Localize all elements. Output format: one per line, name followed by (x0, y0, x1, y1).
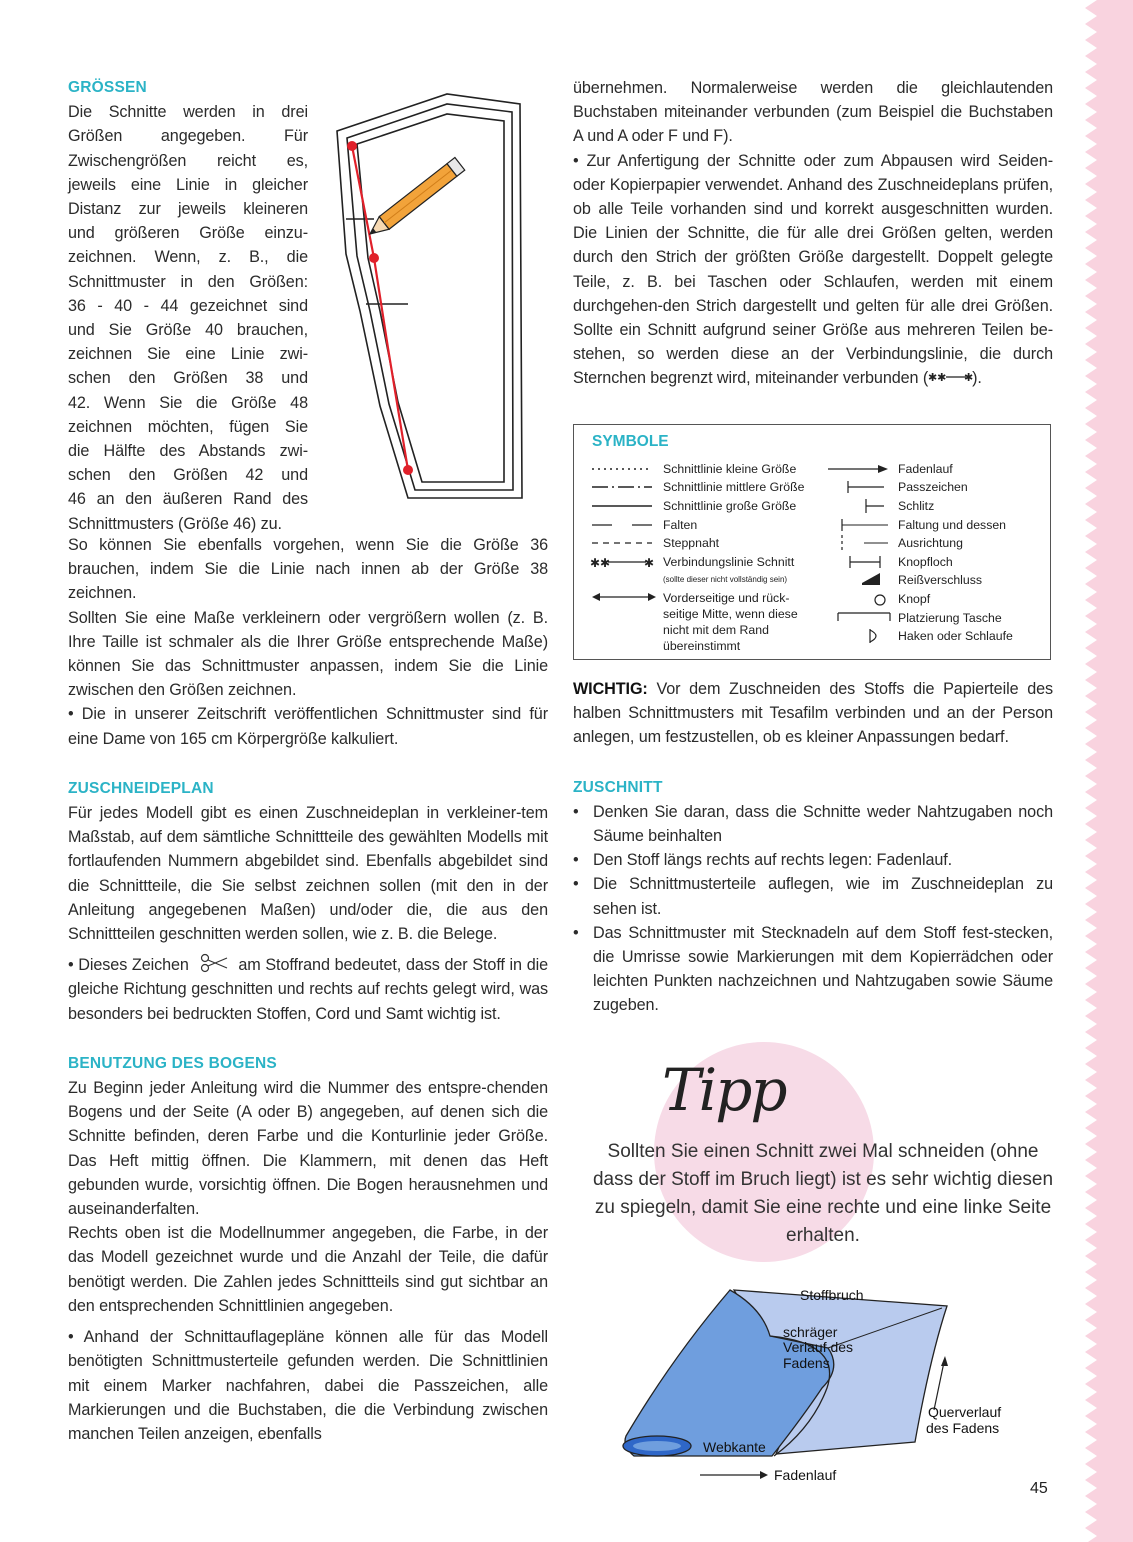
symbol-label: Verbindungslinie Schnitt (663, 555, 795, 569)
label-stoffbruch: Stoffbruch (800, 1287, 864, 1303)
groessen-paragraph-2: So können Sie ebenfalls vorgehen, wenn Sie die Größe 36 brauchen, indem Sie die Linie nach innen ab der Größe 38 zeichnen. (68, 536, 548, 603)
symbol-label: Knopfloch (898, 555, 953, 569)
tipp-title: Tipp (662, 1056, 786, 1124)
left-column (68, 533, 548, 1446)
symbol-label: Faltung und dessen (898, 518, 1007, 532)
symbol-label: Schnittlinie große Größe (663, 499, 797, 513)
groessen-line: 36 - 40 - 44 gezeichnet sind (68, 296, 308, 315)
pink-edge-decoration (1077, 0, 1133, 1542)
groessen-line: Distanz zur jeweils kleineren (68, 200, 308, 219)
list-item: • Die Schnittmusterteile auflegen, wie im Zuschneideplan zu sehen ist. (573, 875, 1053, 918)
pattern-illustration (322, 86, 540, 506)
svg-text:✱: ✱ (964, 371, 974, 385)
groessen-line: Schnittmuster in den Größen: (68, 272, 308, 291)
svg-text:✱: ✱ (644, 556, 655, 570)
symbol-label: seitige Mitte, wenn diese (663, 607, 798, 621)
symbol-label: Schnittlinie kleine Größe (663, 462, 797, 476)
groessen-text (68, 100, 308, 536)
wichtig-paragraph (573, 677, 1053, 750)
symbol-label: Falten (663, 518, 698, 532)
symbol-label: Knopf (898, 592, 931, 606)
groessen-line: zeichnen. Wenn, z. B., die (68, 248, 308, 267)
bogen-paragraph-1: Zu Beginn jeder Anleitung wird die Nummer des entspre-chenden Bogens und der Seite (A oder B) angegeben, auf denen sich die Schnitte befinden, deren Farbe und die Konturlinie jeder Größe. Das Heft mittig öffnen. Die Klammern, mit denen das Heft gebunden wurde, vorsichtig öffnen. Die Bogen herausnehmen und auseinanderfalten. (68, 1079, 548, 1219)
groessen-line: zeichnen möchten, fügen Sie (68, 417, 308, 436)
groessen-line: und Sie Größe 40 brauchen, (68, 321, 308, 340)
symbol-label: Platzierung Tasche (898, 611, 1002, 625)
groessen-line: jeweils eine Linie in gleicher (68, 175, 308, 194)
symbol-label: Fadenlauf (898, 462, 953, 476)
symbol-label: Schnittlinie mittlere Größe (663, 480, 805, 494)
groessen-paragraph-3: Sollten Sie eine Maße verkleinern oder vergrößern wollen (z. B. Ihre Taille ist schmaler als die Ihrer Größe entsprechende Maße) können Sie das Schnittmuster anpassen, indem Sie die Linie zwischen den Größen zeichnen. (68, 608, 548, 700)
groessen-line: schen den Größen 42 und (68, 466, 308, 485)
label-quer-2: des Fadens (926, 1420, 1000, 1436)
bogen-paragraph-2: Rechts oben ist die Modellnummer angegeben, die Farbe, in der das Modell gezeichnet wurde und die Anzahl der Teile, die dafür benötigt werden. Die Zahlen jedes Schnittteils sind gut sichtbar an den entsprechenden Schnittlinien angegeben. (68, 1224, 548, 1315)
wichtig-label: WICHTIG: (573, 680, 648, 698)
list-item: • Das Schnittmuster mit Stecknadeln auf dem Stoff fest-stecken, die Umrisse sowie Markierungen mit dem Kopierrädchen oder leichten Punkten nachzeichnen und Nahtzugaben sowie Säume zugeben. (573, 923, 1053, 1015)
label-quer-1: Querverlauf (928, 1404, 1002, 1420)
continuation-end: ). (972, 369, 982, 388)
symbol-label: Haken oder Schlaufe (898, 629, 1013, 643)
list-item: • Denken Sie daran, dass die Schnitte weder Nahtzugaben noch Säume beinhalten (573, 802, 1053, 846)
symbol-label: Passzeichen (898, 480, 968, 494)
groessen-line: und größeren Größe einzu- (68, 224, 308, 243)
groessen-line: zeichnen Sie eine Linie zwi- (68, 345, 308, 364)
continuation-paragraph-1: übernehmen. Normalerweise werden die gleichlautenden Buchstaben miteinander verbunden (zum Beispiel die Buchstaben A und A oder F und F). (573, 79, 1053, 146)
label-schraeg-1: schräger (783, 1324, 838, 1340)
label-webkante: Webkante (703, 1439, 766, 1455)
symbol-label: Steppnaht (663, 536, 720, 550)
groessen-line: die Hälfte des Abstands zwi- (68, 442, 308, 461)
pattern-point (369, 253, 379, 263)
groessen-line: 46 an den äußeren Rand des (68, 490, 308, 509)
zuschneideplan-paragraph: Für jedes Modell gibt es einen Zuschneideplan in verkleiner-tem Maßstab, auf dem sämtliche Schnittteile des gewählten Modells mit fortlaufenden Nummern abgebildet sind. Ebenfalls abgebildet sind die Schnittteile, die Sie selbst zeichnen sollen (mit den in der Anleitung angegebenen Maßen) und/oder die, die aus den Schnittteilen geschnitten werden sollen, wie z. B. die Belege. (68, 804, 548, 944)
zuschnitt-heading: ZUSCHNITT (573, 778, 663, 796)
groessen-line: Die Schnitte werden in drei (68, 103, 308, 122)
continuation-text: • Zur Anfertigung der Schnitte oder zum Abpausen wird Seiden- oder Kopierpapier verwendet. Anhand des Zuschneideplans prüfen, ob alle Teile vorhanden sind und korrekt ausgeschnitten wurden. Die Linien der Schnitte, die für alle drei Größen gelten, werden durch den Strich der größten Größe dargestellt. Doppelt gelegte Teile, z. B. bei Taschen oder Schlaufen, werden mit einem durchgehen-den Strich dargestellt und gelten für alle drei Größen. Sollte ein Schnitt aufgrund seiner Größe aus mehreren Teilen be-stehen, so werden diese an der Verbindungslinie, die durch Sternchen begrenzt wird, miteinander verbunden ( (573, 151, 1053, 388)
symbol-note: (sollte dieser nicht vollständig sein) (663, 575, 788, 584)
zuschneideplan-heading: ZUSCHNEIDEPLAN (68, 779, 214, 797)
groessen-line: schen den Größen 38 und (68, 369, 308, 388)
page-number: 45 (1030, 1480, 1048, 1497)
fabric-illustration (612, 1278, 1012, 1478)
symbol-label: Reißverschluss (898, 573, 983, 587)
right-column-top (573, 76, 1053, 391)
symbols-title: SYMBOLE (592, 433, 669, 450)
symbol-label: Ausrichtung (898, 536, 963, 550)
svg-text:✱✱: ✱✱ (590, 556, 611, 570)
continuation-paragraph-2 (573, 149, 1053, 391)
connection-line-icon (928, 371, 972, 383)
groessen-line: Zwischengrößen reicht es, (68, 151, 308, 170)
symbol-label: Schlitz (898, 499, 935, 513)
groessen-line: Größen angegeben. Für (68, 127, 308, 146)
zeichen-rest: am Stoffrand bedeutet, dass der Stoff in die gleiche Richtung geschnitten und rechts auf rechts gelegt wird, was besonders bei bedruckten Stoffen, Cord und Samt wichtig ist. (68, 956, 548, 1023)
wichtig-text: Vor dem Zuschneiden des Stoffs die Papierteile des halben Schnittmusters mit Tesafilm verbinden und an der Person anlegen, um festzustellen, ob es kleiner Anpassungen bedarf. (573, 680, 1053, 747)
symbol-label: übereinstimmt (663, 639, 741, 653)
label-schraeg-3: Fadens (783, 1355, 830, 1371)
groessen-heading: GRÖSSEN (68, 79, 147, 96)
symbols-box (573, 424, 1051, 660)
zeichen-paragraph (68, 953, 548, 1026)
groessen-section (68, 76, 308, 536)
groessen-line: 42. Wenn Sie die Größe 48 (68, 393, 308, 412)
svg-text:✱✱: ✱✱ (928, 371, 947, 385)
bogen-heading: BENUTZUNG DES BOGENS (68, 1054, 277, 1072)
pencil-icon (365, 158, 465, 241)
symbol-label: Vorderseitige und rück- (663, 591, 790, 605)
pattern-point (347, 141, 357, 151)
list-item: • Den Stoff längs rechts auf rechts legen: Fadenlauf. (573, 851, 953, 870)
bogen-paragraph-3: • Anhand der Schnittauflagepläne können alle für das Modell benötigten Schnittmusterteile gefunden werden. Die Schnittlinien mit einem Marker nachfahren, dabei die Passzeichen, alle Markierungen und die Buchstaben, die die Verbindung zwischen manchen Teilen anzeigen, ebenfalls (68, 1328, 548, 1443)
groessen-paragraph-4: • Die in unserer Zeitschrift veröffentlichen Schnittmuster sind für eine Dame von 165 cm Körpergröße kalkuliert. (68, 705, 548, 748)
zeichen-start: • Dieses Zeichen (68, 956, 189, 975)
tipp-text: Sollten Sie einen Schnitt zwei Mal schneiden (ohne dass der Stoff im Bruch liegt) ist es sehr wichtig diesen zu spiegeln, damit Sie eine rechte und eine linke Seite erhalten. (592, 1141, 1054, 1246)
symbol-label: nicht mit dem Rand (663, 623, 769, 637)
scissors-icon (200, 953, 230, 973)
label-schraeg-2: Verlauf des (783, 1339, 854, 1355)
pattern-point (403, 465, 413, 475)
label-fadenlauf: Fadenlauf (774, 1467, 837, 1483)
groessen-line: Schnittmusters (Größe 46) zu. (68, 514, 282, 533)
right-column-bottom (573, 677, 1053, 1018)
